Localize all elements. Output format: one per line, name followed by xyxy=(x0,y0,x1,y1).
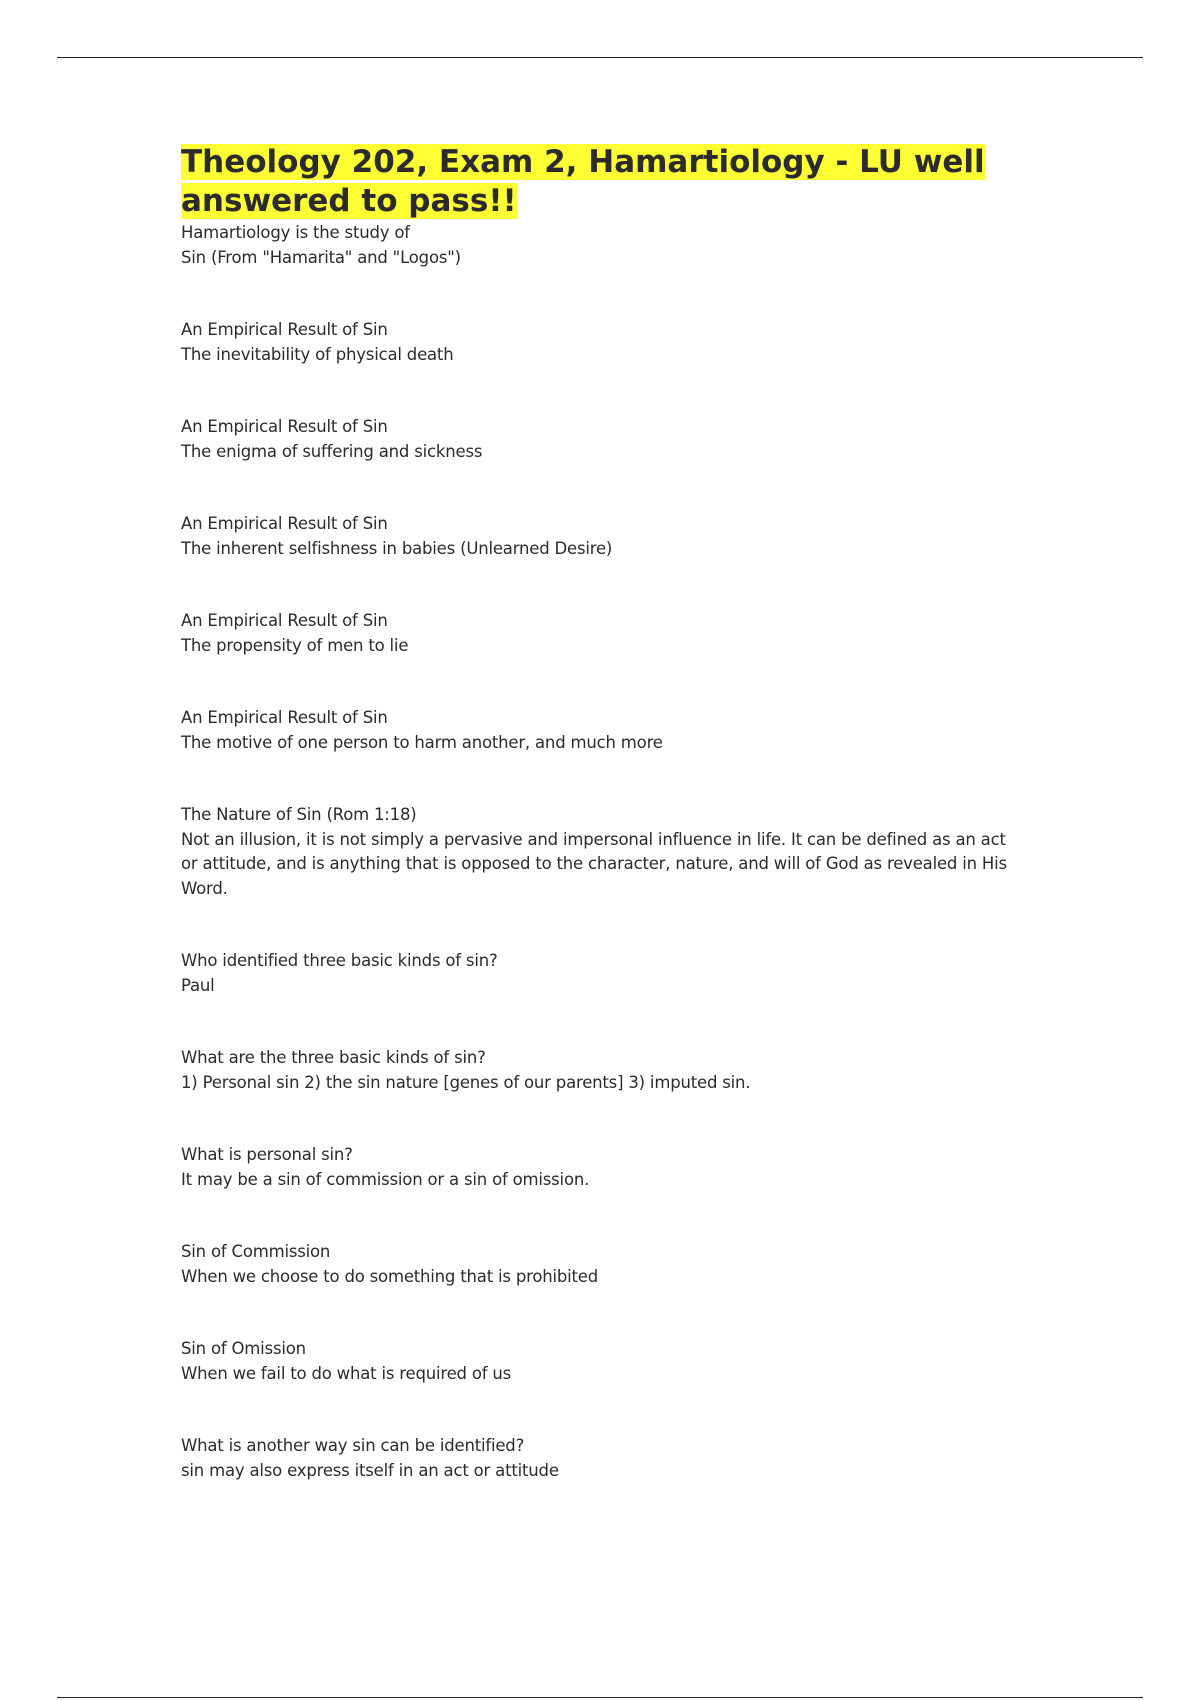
flashcard xyxy=(181,512,1021,561)
flashcard-term: What is another way sin can be identified? xyxy=(181,1436,525,1455)
flashcard-definition: Paul xyxy=(181,975,215,995)
flashcard-definition: The motive of one person to harm another, and much more xyxy=(181,732,663,752)
flashcard xyxy=(181,318,1021,367)
flashcard-term: An Empirical Result of Sin xyxy=(181,417,388,436)
flashcard-definition: The inherent selfishness in babies (Unlearned Desire) xyxy=(181,538,613,558)
bottom-rule xyxy=(57,1697,1143,1698)
flashcard-term: Sin of Commission xyxy=(181,1242,331,1261)
flashcard-definition: When we fail to do what is required of us xyxy=(181,1363,512,1383)
flashcard-term: Sin of Omission xyxy=(181,1339,306,1358)
flashcard-definition: Not an illusion, it is not simply a pervasive and impersonal influence in life. It can be defined as an act or attitude, and is anything that is opposed to the character, nature, and will of God as revealed in His Word. xyxy=(181,829,1007,898)
flashcard xyxy=(181,221,1021,270)
flashcard-term: Who identified three basic kinds of sin? xyxy=(181,951,498,970)
flashcard xyxy=(181,949,1021,998)
flashcard-definition: When we choose to do something that is prohibited xyxy=(181,1266,599,1286)
flashcard-term: What is personal sin? xyxy=(181,1145,353,1164)
flashcard xyxy=(181,1434,1021,1483)
flashcard-term: What are the three basic kinds of sin? xyxy=(181,1048,486,1067)
flashcard xyxy=(181,1046,1021,1095)
flashcard-term: Hamartiology is the study of xyxy=(181,223,410,242)
flashcard xyxy=(181,706,1021,755)
document-page xyxy=(181,143,1021,1531)
flashcard-definition: 1) Personal sin 2) the sin nature [genes of our parents] 3) imputed sin. xyxy=(181,1072,751,1092)
flashcard-definition: sin may also express itself in an act or attitude xyxy=(181,1460,559,1480)
flashcard xyxy=(181,1337,1021,1386)
flashcard xyxy=(181,415,1021,464)
flashcard-list xyxy=(181,221,1021,1483)
flashcard-definition: Sin (From "Hamarita" and "Logos") xyxy=(181,247,461,267)
flashcard-definition: The inevitability of physical death xyxy=(181,344,454,364)
flashcard-term: An Empirical Result of Sin xyxy=(181,320,388,339)
top-rule xyxy=(57,57,1143,58)
flashcard-definition: The enigma of suffering and sickness xyxy=(181,441,483,461)
document-title xyxy=(181,143,1021,221)
flashcard-definition: The propensity of men to lie xyxy=(181,635,409,655)
title-highlight: Theology 202, Exam 2, Hamartiology - LU well answered to pass!! xyxy=(181,144,985,219)
flashcard-definition: It may be a sin of commission or a sin of omission. xyxy=(181,1169,590,1189)
flashcard-term: An Empirical Result of Sin xyxy=(181,514,388,533)
flashcard-term: An Empirical Result of Sin xyxy=(181,708,388,727)
flashcard-term: An Empirical Result of Sin xyxy=(181,611,388,630)
flashcard xyxy=(181,803,1021,901)
flashcard xyxy=(181,1240,1021,1289)
flashcard-term: The Nature of Sin (Rom 1:18) xyxy=(181,805,417,824)
flashcard xyxy=(181,1143,1021,1192)
flashcard xyxy=(181,609,1021,658)
